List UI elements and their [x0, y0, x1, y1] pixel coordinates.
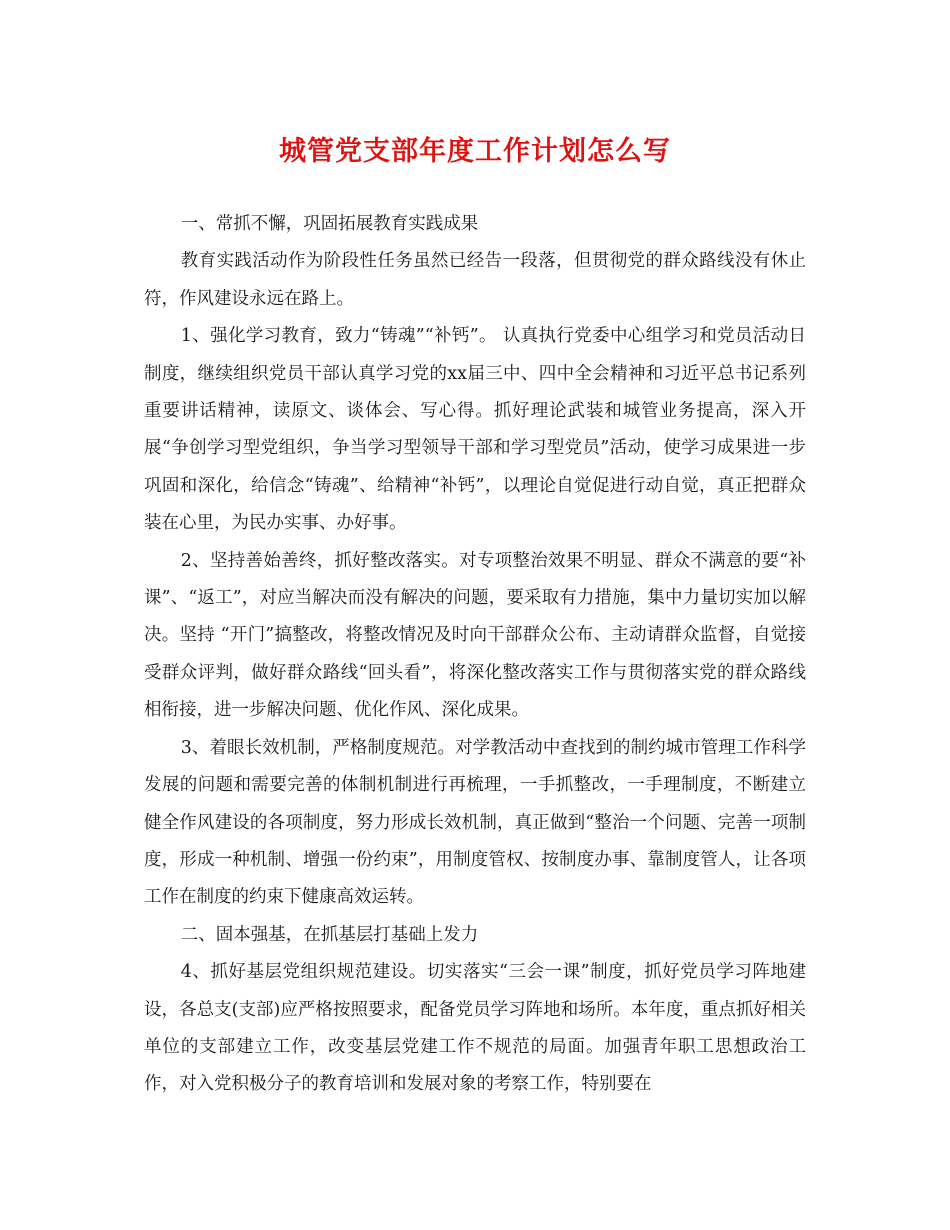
- paragraph-intro: 教育实践活动作为阶段性任务虽然已经告一段落，但贯彻党的群众路线没有休止符，作风建设永远在路上。: [144, 251, 806, 309]
- document-title: 城管党支部年度工作计划怎么写: [279, 136, 671, 167]
- section-heading-2: 二、固本强基，在抓基层打基础上发力: [180, 924, 479, 945]
- section-heading-1: 一、常抓不懈，巩固拓展教育实践成果: [180, 214, 479, 234]
- paragraph-item-1: 1、强化学习教育，致力“铸魂”“补钙”。 认真执行党委中心组学习和党员活动日制度，继续组织党员干部认真学习党的xx届三中、四中全会精神和习近平总书记系列重要讲话精神，读原文、谈体会、写心得。抓好理论武装和城管业务提高，深入开展“争创学习型党组织，争当学习型领导干部和学习型党员”活动，使学习成果进一步巩固和深化，给信念“铸魂”、给精神“补钙”，以理论自觉促进行动自觉，真正把群众装在心里，为民办实事、办好事。: [144, 326, 806, 534]
- paragraph-item-2: 2、坚持善始善终，抓好整改落实。对专项整治效果不明显、群众不满意的要“补课”、“返工”，对应当解决而没有解决的问题，要采取有力措施，集中力量切实加以解决。坚持 “开门”搞整改，将整改情况及时向干部群众公布、主动请群众监督，自觉接受群众评判，做好群众路线“回头看”，将深化整改落实工作与贯彻落实党的群众路线相衔接，进一步解决问题、优化作风、深化成果。: [144, 550, 806, 721]
- paragraph-item-4: 4、抓好基层党组织规范建设。切实落实“三会一课”制度，抓好党员学习阵地建设，各总支(支部)应严格按照要求，配备党员学习阵地和场所。本年度，重点抓好相关单位的支部建立工作，改变基层党建工作不规范的局面。加强青年职工思想政治工作，对入党积极分子的教育培训和发展对象的考察工作，特别要在: [144, 962, 806, 1095]
- document-body: [144, 206, 806, 1104]
- paragraph-item-3: 3、着眼长效机制，严格制度规范。对学教活动中查找到的制约城市管理工作科学发展的问题和需要完善的体制机制进行再梳理，一手抓整改，一手理制度，不断建立健全作风建设的各项制度，努力形成长效机制，真正做到“整治一个问题、完善一项制度，形成一种机制、增强一份约束”，用制度管权、按制度办事、靠制度管人，让各项工作在制度的约束下健康高效运转。: [144, 737, 806, 908]
